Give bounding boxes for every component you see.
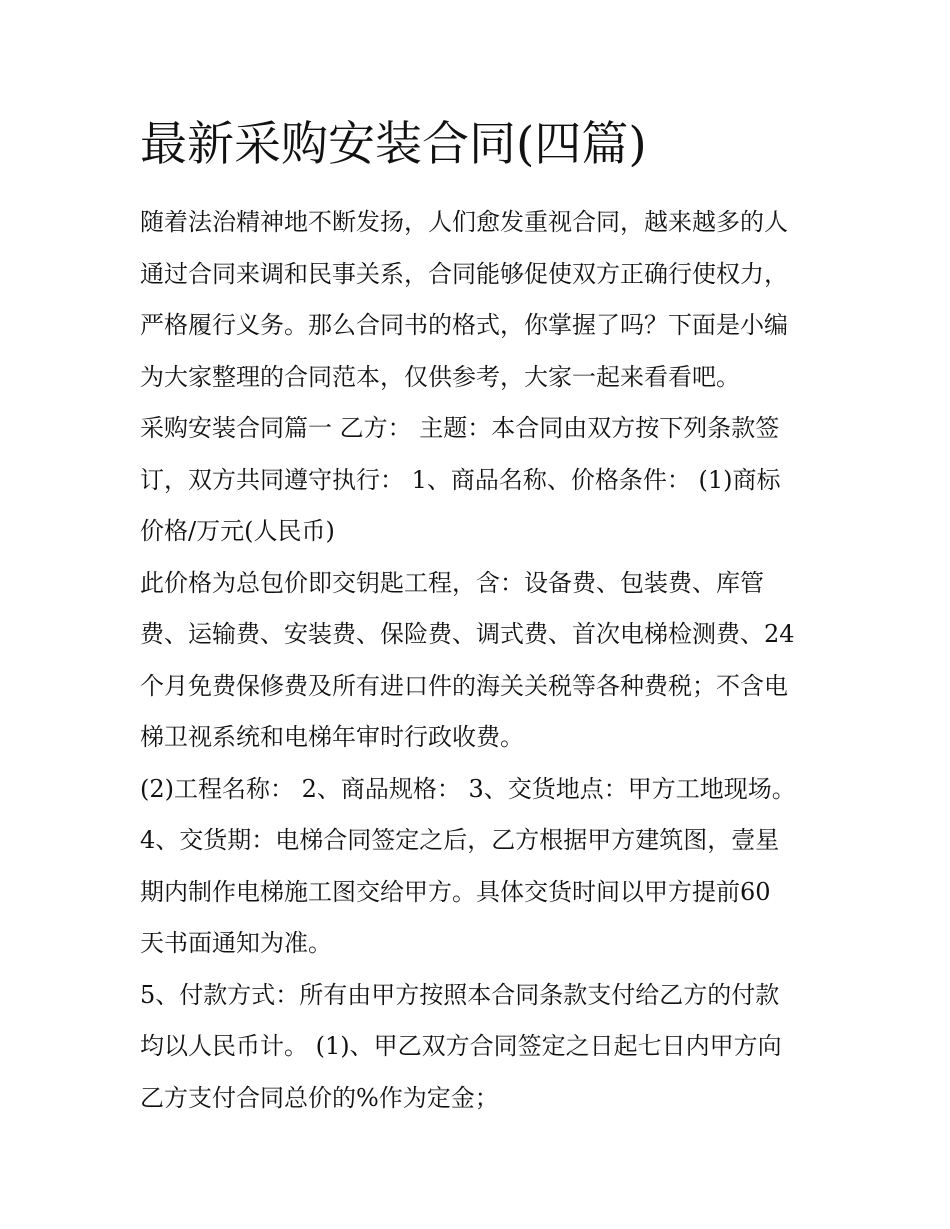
document-title: 最新采购安装合同(四篇) [140, 117, 647, 172]
paragraph-intro: 随着法治精神地不断发扬，人们愈发重视合同，越来越多的人 通过合同来调和民事关系，合同能够促使双方正确行使权力， 严格履行义务。那么合同书的格式，你掌握了吗？下面是小编 为大家整理的合同范本，仅供参考，大家一起来看看吧。 [140, 208, 788, 391]
paragraph-price-terms: 此价格为总包价即交钥匙工程，含：设备费、包装费、库管 费、运输费、安装费、保险费、调式费、首次电梯检测费、24 个月免费保修费及所有进口件的海关关税等各种费税；不含电 梯卫视系统和电梯年审时行政收费。 [140, 568, 795, 751]
paragraph-contract-one: 采购安装合同篇一 乙方： 主题：本合同由双方按下列条款签 订，双方共同遵守执行： 1、商品名称、价格条件： (1)商标 价格/万元(人民币) [140, 414, 781, 545]
document-body [140, 197, 820, 1124]
paragraph-project-name: (2)工程名称： 2、商品规格： 3、交货地点：甲方工地现场。 [140, 774, 796, 803]
paragraph-payment-terms: 5、付款方式：所有由甲方按照本合同条款支付给乙方的付款 均以人民币计。 (1)、甲乙双方合同签定之日起七日内甲方向 乙方支付合同总价的%作为定金； [140, 980, 782, 1112]
paragraph-delivery-period: 4、交货期：电梯合同签定之后，乙方根据甲方建筑图，壹星 期内制作电梯施工图交给甲方。具体交货时间以甲方提前60 天书面通知为准。 [140, 826, 780, 957]
